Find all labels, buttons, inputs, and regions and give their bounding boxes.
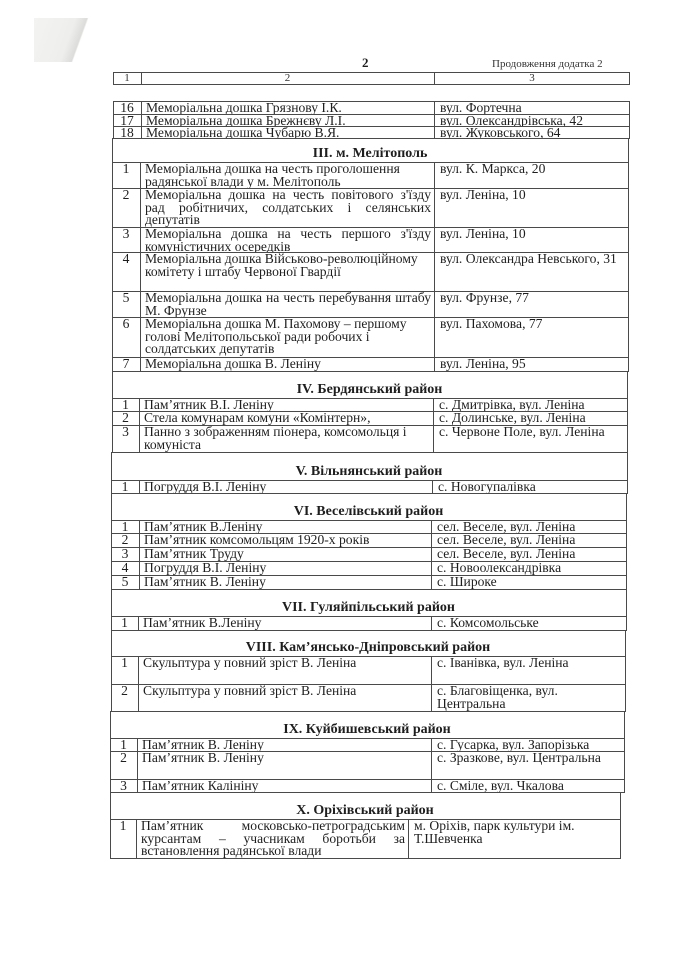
row-number: 4 [122,252,130,266]
row-number: 1 [119,819,127,833]
row-number: 2 [120,751,127,765]
column-header-3: 3 [529,72,535,84]
monument-address: сел. Веселе, вул. Леніна [437,547,576,561]
continuation-label: Продовження додатка 2 [492,58,603,70]
monument-address: вул. К. Маркса, 20 [440,162,546,176]
monument-address: с. Новоолександрівка [437,561,562,575]
monument-description: Меморіальна дошка на честь перебування штабу М. Фрунзе [145,291,431,318]
monument-description: Пам’ятник Калініну [142,779,259,793]
section-title: IX. Куйбишевський район [283,722,451,737]
section-title: VII. Гуляйпільський район [282,600,455,615]
monument-description: Пам’ятник московсько-петроградським курсантам – учасникам боротьби за встановлення радянської влади [141,819,405,859]
monument-address: вул. Леніна, 10 [440,188,526,202]
monument-description: Стела комунарам комуни «Комінтерн», [144,411,371,425]
monument-description: Пам’ятник В. Леніну [144,575,266,589]
monument-description: Панно з зображенням піонера, комсомольця і комуніста [144,425,407,452]
monument-address: вул. Пахомова, 77 [440,317,543,331]
monument-address: сел. Веселе, вул. Леніна [437,533,576,547]
row-number: 1 [122,398,129,411]
monument-description: Пам’ятник Труду [144,547,244,561]
monument-description: Меморіальна дошка на честь повітового з'їзду рад робітничих, солдатських і селянських депутатів [145,188,431,228]
monument-address: с. Червоне Поле, вул. Леніна [439,425,605,439]
monument-address: вул. Олександрівська, 42 [440,114,584,127]
monument-address: вул. Фортечна [440,101,522,115]
monument-description: Пам’ятник В. Леніну [142,751,264,765]
section-title: ІІІ. м. Мелітополь [312,146,428,161]
monument-description: Меморіальна дошка Чубарю В.Я. [146,126,340,139]
section-title: VIII. Кам’янсько-Дніпровський район [245,640,491,655]
monument-description: Меморіальна дошка В. Леніну [145,357,321,371]
monument-address: с. Широке [437,575,497,589]
monument-address: с. Долинське, вул. Леніна [439,411,586,425]
row-number: 1 [120,738,127,751]
monument-description: Меморіальна дошка М. Пахомову – першому голові Мелітопольської ради робочих і солдатських депутатів [145,317,407,357]
monument-description: Пам’ятник В.Леніну [143,616,262,630]
monument-description: Погруддя В.І. Леніну [144,561,267,575]
column-header-1: 1 [124,72,130,84]
row-number: 2 [122,188,130,202]
section-title: X. Оріхівський район [296,803,434,818]
section-title: VI. Веселівський район [293,504,444,519]
monument-address: с. Комсомольське [437,616,539,630]
monument-address: с. Новогупалівка [438,480,536,494]
monument-address: с. Гусарка, вул. Запорізька [437,738,590,752]
section-title: V. Вільнянський район [295,464,443,479]
row-number: 17 [120,114,134,126]
page-number: 2 [362,55,369,70]
row-number: 1 [121,616,128,630]
monument-address: вул. Фрунзе, 77 [440,291,529,305]
monument-address: вул. Жуковського, 64 [440,126,561,139]
row-number: 16 [120,101,134,114]
monument-description: Меморіальна дошка Грязнову І.К. [146,101,342,115]
monument-address: с. Іванівка, вул. Леніна [437,656,569,670]
monument-address: вул. Леніна, 95 [440,357,526,371]
monument-address: м. Оріхів, парк культури ім. Т.Шевченка [414,819,575,846]
row-number: 3 [121,547,129,561]
monument-description: Пам’ятник В. Леніну [142,738,264,752]
row-number: 3 [120,779,127,792]
monument-description: Меморіальна дошка на честь проголошення радянської влади у м. Мелітополь [145,162,400,189]
monument-address: с. Дмитрівка, вул. Леніна [439,398,585,412]
row-number: 6 [122,317,130,331]
monument-description: Скульптура у повний зріст В. Леніна [143,656,357,670]
monument-address: с. Благовіщенка, вул. Центральна [437,684,558,711]
row-number: 1 [121,656,128,670]
row-number: 7 [122,357,130,371]
monument-address: вул. Леніна, 10 [440,227,526,241]
section-title: IV. Бердянський район [296,382,443,397]
monument-description: Меморіальна дошка Брежнєву Л.І. [146,114,346,127]
row-number: 2 [121,684,128,698]
row-number: 2 [121,533,129,547]
monument-address: с. Сміле, вул. Чкалова [437,779,564,793]
row-number: 3 [122,425,129,439]
monument-description: Пам’ятник В.І. Леніну [144,398,274,412]
row-number: 5 [121,575,129,589]
monument-description: Скульптура у повний зріст В. Леніна [143,684,357,698]
monument-description: Пам’ятник комсомольцям 1920-х років [144,533,370,547]
monument-description: Пам’ятник В.Леніну [144,520,263,534]
monument-description: Погруддя В.І. Леніну [144,480,267,494]
monument-address: с. Зразкове, вул. Центральна [437,751,601,765]
monument-address: сел. Веселе, вул. Леніна [437,520,576,534]
monument-description: Меморіальна дошка Військово-революційному комітету і штабу Червоної Гвардії [145,252,418,279]
row-number: 18 [120,126,134,138]
row-number: 5 [122,291,130,305]
row-number: 1 [121,480,129,493]
row-number: 1 [122,162,130,176]
row-number: 2 [122,411,129,425]
row-number: 3 [122,227,130,241]
monument-description: Меморіальна дошка на честь першого з'їзду комуністичних осередків [145,227,431,253]
column-header-2: 2 [284,72,291,84]
row-number: 4 [121,561,129,575]
monument-address: вул. Олександра Невського, 31 [440,252,617,266]
page-fold-shadow [34,18,94,62]
row-number: 1 [121,520,129,533]
